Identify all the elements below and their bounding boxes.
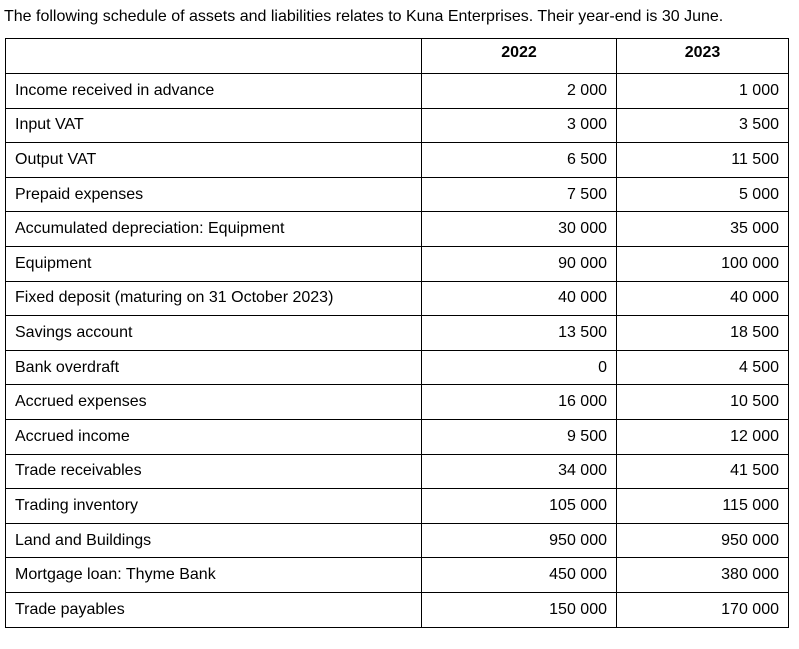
value-2022: 6 500	[422, 143, 617, 178]
value-2022: 2 000	[422, 74, 617, 109]
value-2023: 35 000	[617, 212, 789, 247]
value-2023: 12 000	[617, 419, 789, 454]
value-2023: 1 000	[617, 74, 789, 109]
row-label: Accumulated depreciation: Equipment	[6, 212, 422, 247]
column-header-item	[6, 39, 422, 74]
row-label: Mortgage loan: Thyme Bank	[6, 558, 422, 593]
row-label: Fixed deposit (maturing on 31 October 2023)	[6, 281, 422, 316]
table-row	[6, 177, 789, 212]
value-2022: 90 000	[422, 246, 617, 281]
row-label: Output VAT	[6, 143, 422, 178]
table-row	[6, 558, 789, 593]
row-label: Input VAT	[6, 108, 422, 143]
table-row	[6, 108, 789, 143]
value-2023: 41 500	[617, 454, 789, 489]
value-2022: 30 000	[422, 212, 617, 247]
table-row	[6, 246, 789, 281]
column-header-2022: 2022	[422, 39, 617, 74]
row-label: Savings account	[6, 316, 422, 351]
value-2022: 105 000	[422, 489, 617, 524]
value-2022: 150 000	[422, 592, 617, 627]
table-row	[6, 454, 789, 489]
table-row	[6, 212, 789, 247]
value-2022: 13 500	[422, 316, 617, 351]
value-2023: 11 500	[617, 143, 789, 178]
row-label: Trade receivables	[6, 454, 422, 489]
row-label: Land and Buildings	[6, 523, 422, 558]
value-2022: 3 000	[422, 108, 617, 143]
value-2022: 0	[422, 350, 617, 385]
row-label: Trading inventory	[6, 489, 422, 524]
row-label: Trade payables	[6, 592, 422, 627]
table-row	[6, 281, 789, 316]
value-2023: 3 500	[617, 108, 789, 143]
row-label: Equipment	[6, 246, 422, 281]
value-2023: 115 000	[617, 489, 789, 524]
row-label: Prepaid expenses	[6, 177, 422, 212]
value-2023: 170 000	[617, 592, 789, 627]
column-header-2023: 2023	[617, 39, 789, 74]
value-2023: 10 500	[617, 385, 789, 420]
table-row	[6, 385, 789, 420]
table-row	[6, 350, 789, 385]
row-label: Accrued income	[6, 419, 422, 454]
value-2022: 950 000	[422, 523, 617, 558]
row-label: Accrued expenses	[6, 385, 422, 420]
row-label: Bank overdraft	[6, 350, 422, 385]
table-row	[6, 523, 789, 558]
table-row	[6, 316, 789, 351]
value-2023: 40 000	[617, 281, 789, 316]
value-2022: 16 000	[422, 385, 617, 420]
table-row	[6, 592, 789, 627]
value-2023: 380 000	[617, 558, 789, 593]
value-2022: 9 500	[422, 419, 617, 454]
table-row	[6, 74, 789, 109]
value-2023: 4 500	[617, 350, 789, 385]
value-2022: 450 000	[422, 558, 617, 593]
value-2022: 40 000	[422, 281, 617, 316]
table-body	[6, 74, 789, 628]
intro-text: The following schedule of assets and liabilities relates to Kuna Enterprises. Their year-end is 30 June.	[4, 8, 724, 25]
row-label: Income received in advance	[6, 74, 422, 109]
table-row	[6, 419, 789, 454]
value-2023: 5 000	[617, 177, 789, 212]
value-2022: 7 500	[422, 177, 617, 212]
value-2023: 18 500	[617, 316, 789, 351]
value-2022: 34 000	[422, 454, 617, 489]
table-row	[6, 489, 789, 524]
value-2023: 100 000	[617, 246, 789, 281]
value-2023: 950 000	[617, 523, 789, 558]
table-row	[6, 143, 789, 178]
table-header-row	[6, 39, 789, 74]
schedule-table	[5, 38, 789, 628]
